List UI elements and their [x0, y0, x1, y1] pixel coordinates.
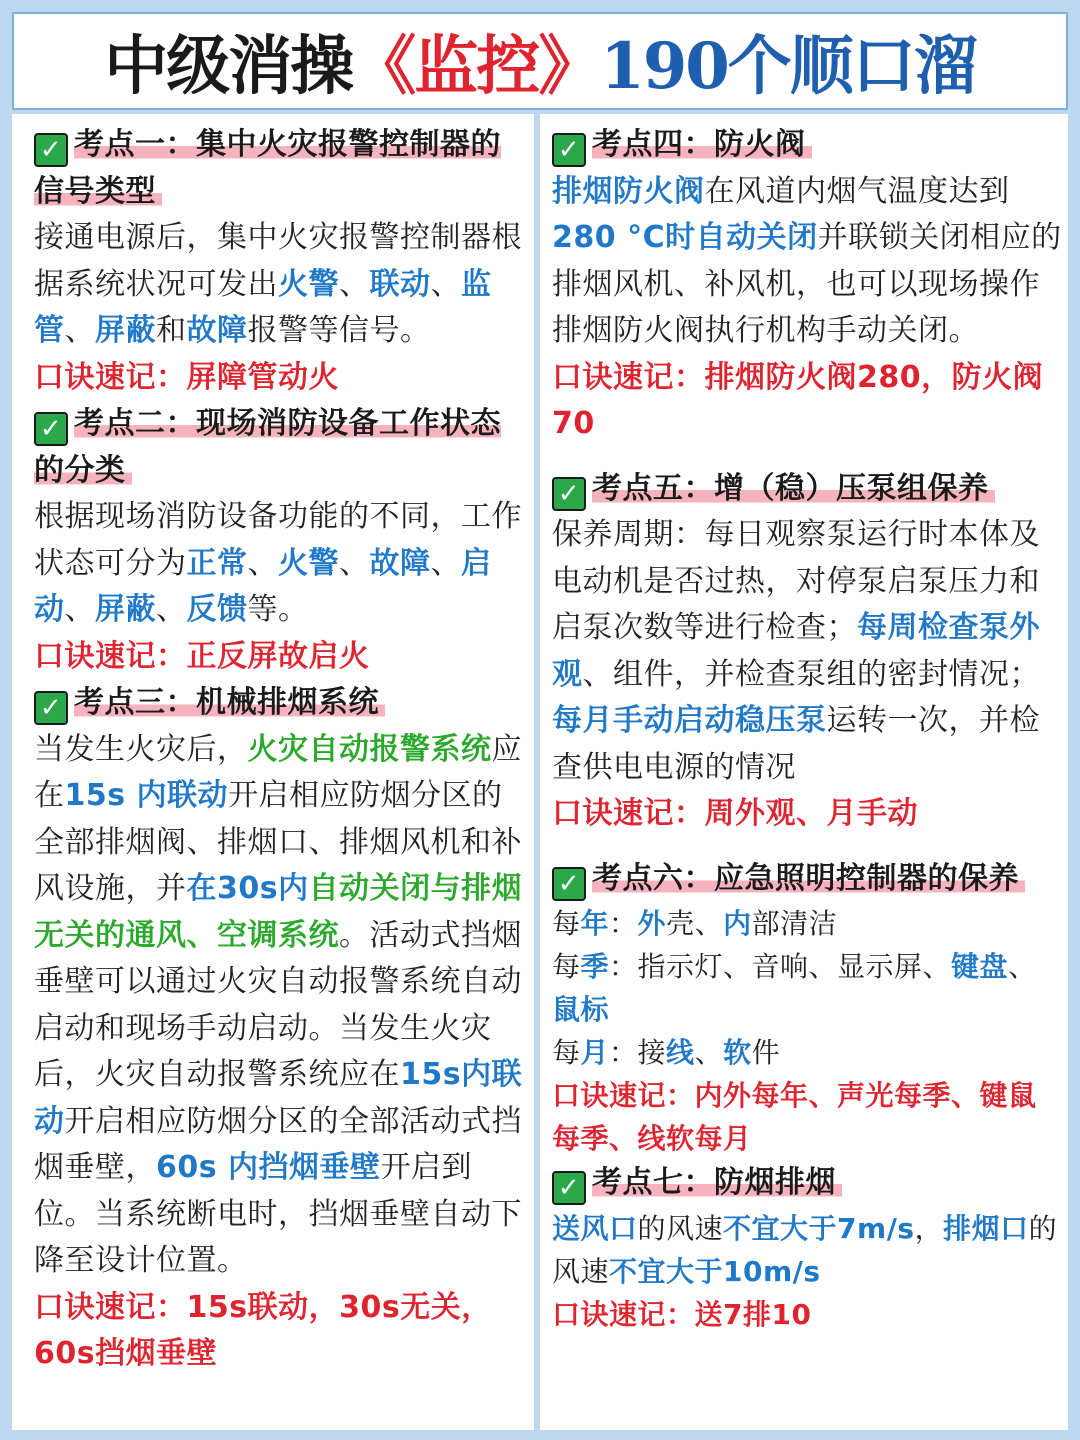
section-6-line-quarterly: 每季：指示灯、音响、显示屏、键盘、鼠标 [552, 950, 1037, 1026]
section-3-heading: ✓ 考点三：机械排烟系统 [34, 680, 524, 727]
section-7-body: 送风口的风速不宜大于7m/s，排烟口的风速不宜大于10m/s [552, 1211, 1058, 1288]
right-column [540, 114, 1068, 1430]
checkbox-check-icon: ✓ [34, 133, 68, 167]
checkbox-check-icon: ✓ [552, 133, 586, 167]
checkbox-check-icon: ✓ [552, 1171, 586, 1205]
title-part-1: 中级消操 [104, 29, 353, 104]
section-6-heading: ✓ 考点六：应急照明控制器的保养 [552, 856, 1064, 903]
section-1-mnemonic: 口诀速记：屏障管动火 [34, 359, 339, 395]
section-1-body: 接通电源后，集中火灾报警控制器根据系统状况可发出火警、联动、监管、屏蔽和故障报警等信号。 [34, 220, 522, 348]
section-7-mnemonic: 口诀速记：送7排10 [552, 1297, 812, 1331]
title-part-2: 《监控》 [352, 29, 601, 104]
section-4-mnemonic: 口诀速记：排烟防火阀280，防火阀70 [552, 359, 1044, 441]
checkbox-check-icon: ✓ [34, 412, 68, 446]
section-2-mnemonic: 口诀速记：正反屏故启火 [34, 638, 370, 674]
page-title [12, 12, 1068, 110]
section-5-body: 保养周期：每日观察泵运行时本体及电动机是否过热，对停泵启泵压力和启泵次数等进行检查；每周检查泵外观、组件，并检查泵组的密封情况；每月手动启动稳压泵运转一次，并检查供电电源的情况 [552, 517, 1040, 785]
section-2-body: 根据现场消防设备功能的不同，工作状态可分为正常、火警、故障、启动、屏蔽、反馈等。 [34, 499, 522, 627]
section-2-heading: ✓ 考点二：现场消防设备工作状态的分类 [34, 406, 501, 488]
section-4-body: 排烟防火阀在风道内烟气温度达到280 °C时自动关闭并联锁关闭相应的排烟风机、补风机，也可以现场操作排烟防火阀执行机构手动关闭。 [552, 173, 1062, 348]
checkbox-check-icon: ✓ [552, 867, 586, 901]
title-part-3: 190个顺口溜 [600, 29, 976, 104]
section-4-heading: ✓ 考点四：防火阀 [552, 122, 1064, 169]
section-5-mnemonic: 口诀速记：周外观、月手动 [552, 796, 918, 831]
section-6-mnemonic: 口诀速记：内外每年、声光每季、键鼠每季、线软每月 [552, 1079, 1037, 1155]
checkbox-check-icon: ✓ [552, 477, 586, 511]
section-6-line-yearly: 每年：外壳、内部清洁 [552, 907, 838, 940]
section-5-heading: ✓ 考点五：增（稳）压泵组保养 [552, 466, 1064, 513]
checkbox-check-icon: ✓ [34, 691, 68, 725]
section-6-line-monthly: 每月：接线、软件 [552, 1036, 781, 1069]
left-column [12, 114, 534, 1430]
section-7-heading: ✓ 考点七：防烟排烟 [552, 1160, 1064, 1207]
section-3-mnemonic: 口诀速记：15s联动，30s无关，60s挡烟垂壁 [34, 1289, 492, 1371]
section-3-body: 当发生火灾后，火灾自动报警系统应在15s 内联动开启相应防烟分区的全部排烟阀、排烟口、排烟风机和补风设施，并在30s内自动关闭与排烟无关的通风、空调系统。活动式挡烟垂壁可以通过火灾自动报警系统自动启动和现场手动启动。当发生火灾后，火灾自动报警系统应在15s内联动开启相应防烟分区的全部活动式挡烟垂壁，60s 内挡烟垂壁开启到位。当系统断电时，挡烟垂壁自动下降至设计位置。 [34, 731, 523, 1278]
section-1-heading: ✓ 考点一：集中火灾报警控制器的信号类型 [34, 127, 501, 209]
